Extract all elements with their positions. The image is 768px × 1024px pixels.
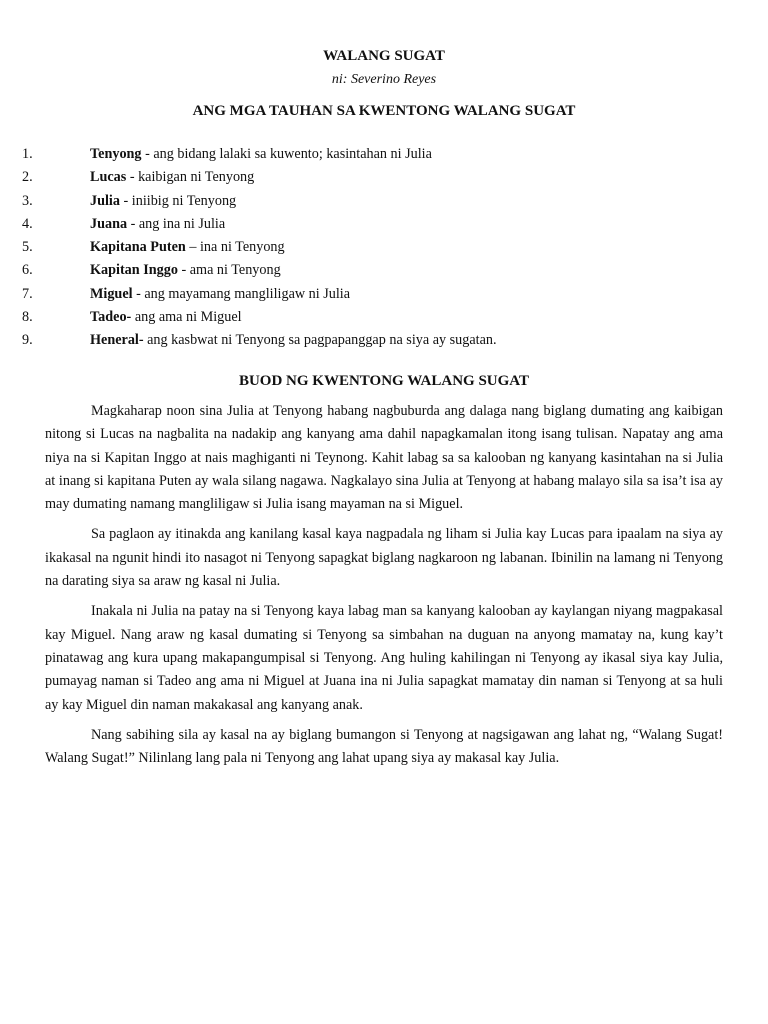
character-description: ang ama ni Miguel (131, 309, 242, 326)
character-name: Kapitan Inggo (90, 262, 178, 279)
character-description: - kaibigan ni Tenyong (126, 169, 255, 186)
list-item (22, 236, 722, 259)
list-number: 4. (22, 215, 33, 232)
character-name: Miguel (90, 285, 133, 302)
list-number: 9. (22, 332, 33, 349)
character-name: Tenyong (90, 146, 142, 162)
summary-paragraph: Inakala ni Julia na patay na si Tenyong kaya labag man sa kanyang kalooban ay kaylangan niyang magpakasal kay Miguel. Nang araw ng kasal dumating si Tenyong sa simbahan na duguan na anyong mamatay na, kung kay’t pinatawag ang kura upang makapangumpisal si Tenyong. Ang huling kahilingan ni Tenyong ay ikasal siya kay Julia, pumayag naman si Tadeo ang ama ni Miguel at Juana ina ni Julia sapagkat mamatay din naman si Tenyong at sa huli ay kay Miguel din naman makakasal ang kanyang anak. (45, 603, 723, 713)
character-name: Tadeo- (90, 309, 132, 326)
character-name: Julia (90, 192, 120, 209)
summary-paragraph: Nang sabihing sila ay kasal na ay biglang bumangon si Tenyong at nagsigawan ang lahat ng, “Walang Sugat! Walang Sugat!” Nilinlang lang pala ni Tenyong ang lahat upang siya ay makasal kay Julia. (45, 726, 723, 767)
summary-body (45, 400, 723, 777)
character-description: - ang bidang lalaki sa kuwento; kasintahan ni Julia (141, 146, 432, 162)
list-number: 8. (22, 309, 33, 326)
list-number: 5. (22, 239, 33, 256)
list-item (22, 166, 722, 189)
summary-paragraph: Magkaharap noon sina Julia at Tenyong habang nagbuburda ang dalaga nang biglang dumating ang kaibigan nitong si Lucas na nagbalita na nadakip ang kanyang ama dahil napagkamalan itong isang tulisan. Napatay ang ama niya na si Kapitan Inggo at nais maghiganti ni Teynong. Kahit labag sa sa kalooban ng kanyang kasintahan na si Julia at inang si kapitana Puten ay wala silang nagawa. Nagkalayo sina Julia at Tenyong at habang malayo sila sa isa’t isa ay may dumating namang mangliligaw si Julia isang mayaman na si Miguel. (45, 403, 723, 513)
character-name: Heneral- (90, 332, 144, 349)
character-description: ang kasbwat ni Tenyong sa pagpapanggap na siya ay sugatan. (143, 332, 497, 349)
list-number: 1. (22, 146, 33, 162)
character-description: - ang ina ni Julia (127, 215, 226, 232)
summary-paragraph: Sa paglaon ay itinakda ang kanilang kasal kaya nagpadala ng liham si Julia kay Lucas para ipaalam na siya ay ikakasal na ngunit hindi ito nasagot ni Tenyong sapagkat biglang nagkaroon ng labanan. Ibinilin na lamang ni Tenyong na darating siya sa araw ng kasal ni Julia. (45, 526, 723, 590)
character-name: Lucas (90, 169, 127, 186)
list-item (22, 143, 722, 166)
document-title: WALANG SUGAT (323, 48, 445, 64)
characters-heading: ANG MGA TAUHAN SA KWENTONG WALANG SUGAT (192, 103, 576, 119)
document-author: ni: Severino Reyes (331, 72, 437, 87)
list-item (22, 329, 722, 352)
character-description: - ama ni Tenyong (177, 262, 281, 279)
characters-list (22, 143, 722, 353)
list-item (22, 190, 722, 213)
list-item (22, 283, 722, 306)
character-description: - iniibig ni Tenyong (119, 192, 237, 209)
list-number: 3. (22, 192, 33, 209)
character-description: - ang mayamang mangliligaw ni Julia (132, 285, 351, 302)
character-name: Kapitana Puten (90, 239, 186, 256)
list-item (22, 306, 722, 329)
character-name: Juana (90, 215, 128, 232)
list-item (22, 213, 722, 236)
list-number: 7. (22, 285, 33, 302)
list-number: 2. (22, 169, 33, 186)
summary-heading: BUOD NG KWENTONG WALANG SUGAT (238, 373, 530, 389)
character-description: – ina ni Tenyong (185, 239, 285, 256)
list-item (22, 259, 722, 282)
list-number: 6. (22, 262, 33, 279)
